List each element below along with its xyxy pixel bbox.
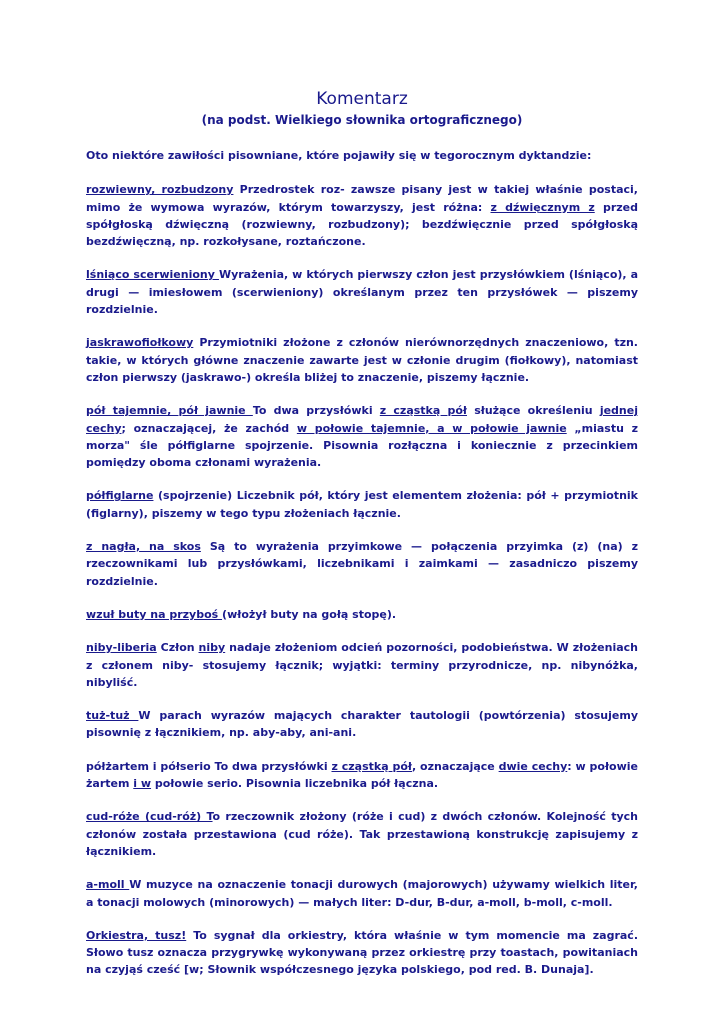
entry-heading: z nagła, na skos [86,540,201,554]
entry-heading: wzuł buty na przyboś [86,607,223,621]
entry-heading: półfiglarne [86,489,154,503]
entry-z-nagla: z nagła, na skos Są to wyrażenia przyimkowe — połączenia przyimka (z) (na) z rzeczownikami lub przysłówkami, liczebnikami i zaimkami — zasadniczo piszemy rozdzielnie. [86,540,638,588]
entry-heading: lśniąco scerwieniony [86,268,219,282]
entry-lsniaco: lśniąco scerwieniony Wyrażenia, w których pierwszy człon jest przysłówkiem (lśniąco), a drugi — imiesłowem (scerwieniony) określanym przez ten przysłówek — piszemy rozdzielnie. [86,268,639,317]
entry-polfiglarne: półfiglarne (spojrzenie) Liczebnik pół, który jest elementem złożenia: pół + przymiotnik (figlarny), piszemy w tego typu złożeniach łącznie. [86,489,638,520]
entry-rozwiewny: rozwiewny, rozbudzony Przedrostek roz- zawsze pisany jest w takiej właśnie postaci, mimo że wymowa wyrazów, którym towarzyszy, jest różna: z dźwięcznym z przed spółgłoską dźwięczną (rozwiewny, rozbudzony); bezdźwięcznie przed spółgłoską bezdźwięczną, np. rozkołysane, roztańczone. [86,183,638,249]
entry-pol-tajemnie: pół tajemnie, pół jawnie To dwa przysłówki z cząstką pół służące określeniu jednej cechy; oznaczającej, że zachód w połowie tajemnie, a w połowie jawnie „miastu z morza" śle półfiglarne spojrzenie. Pisownia rozłączna i koniecznie z przecinkiem pomiędzy oboma członami wyrażenia. [86,404,639,470]
entry-orkiestra-tusz: Orkiestra, tusz! To sygnał dla orkiestry, która właśnie w tym momencie ma zagrać. Słowo tusz oznacza przygrywkę wykonywaną przez orkiestrę przy toastach, powitaniach na czyjąś cześć [w; Słownik współczesnego języka polskiego, pod red. B. Dunaja]. [86,928,639,977]
entry-jaskrawofiolkowy: jaskrawofiołkowy Przymiotniki złożone z członów nierównorzędnych znaczeniowo, tzn. takie, w których główne znaczenie zawarte jest w członie drugim (fiołkowy), natomiast człon pierwszy (jaskrawo-) określa bliżej to znaczenie, piszemy łącznie. [86,336,638,384]
entry-heading: niby-liberia [86,641,157,655]
entry-heading: jaskrawofiołkowy [86,336,194,350]
entry-heading: rozwiewny, rozbudzony [86,183,234,197]
entry-heading: pół tajemnie, pół jawnie [86,404,253,418]
entry-heading: tuż-tuż [86,709,139,723]
document-subtitle: (na podst. Wielkiego słownika ortograficznego) [201,113,523,127]
entry-wzul-buty: wzuł buty na przyboś (włożył buty na gołą stopę). [86,607,397,621]
entry-niby-liberia: niby-liberia Człon niby nadaje złożeniom odcień pozorności, podobieństwa. W złożeniach z członem niby- stosujemy łącznik; wyjątki: terminy przyrodnicze, np. nibynóżka, nibyliść. [86,641,638,689]
entry-heading: a-moll [86,878,130,892]
entry-polzartem: półżartem i półserio To dwa przysłówki z cząstką pół, oznaczające dwie cechy: w połowie żartem i w połowie serio. Pisownia liczebnika pół łączna. [86,759,638,791]
intro-paragraph: Oto niektóre zawiłości pisowniane, które pojawiły się w tegorocznym dyktandzie: [86,149,592,162]
document-body [86,147,638,995]
entry-cud-roze: cud-róże (cud-róż) To rzeczownik złożony (róże i cud) z dwóch członów. Kolejność tych członów została przestawiona (cud róże). Tak przestawioną konstrukcję zapisujemy z łącznikiem. [86,810,638,858]
entry-a-moll: a-moll W muzyce na oznaczenie tonacji durowych (majorowych) używamy wielkich liter, a tonacji molowych (minorowych) — małych liter: D-dur, B-dur, a-moll, b-moll, c-moll. [86,878,638,909]
document-title: Komentarz [316,89,408,109]
entry-heading: Orkiestra, tusz! [86,928,187,942]
entry-tuz-tuz: tuż-tuż W parach wyrazów mających charakter tautologii (powtórzenia) stosujemy pisownię z łącznikiem, np. aby-aby, ani-ani. [86,709,638,740]
entry-heading: cud-róże (cud-róż) T [86,810,213,824]
